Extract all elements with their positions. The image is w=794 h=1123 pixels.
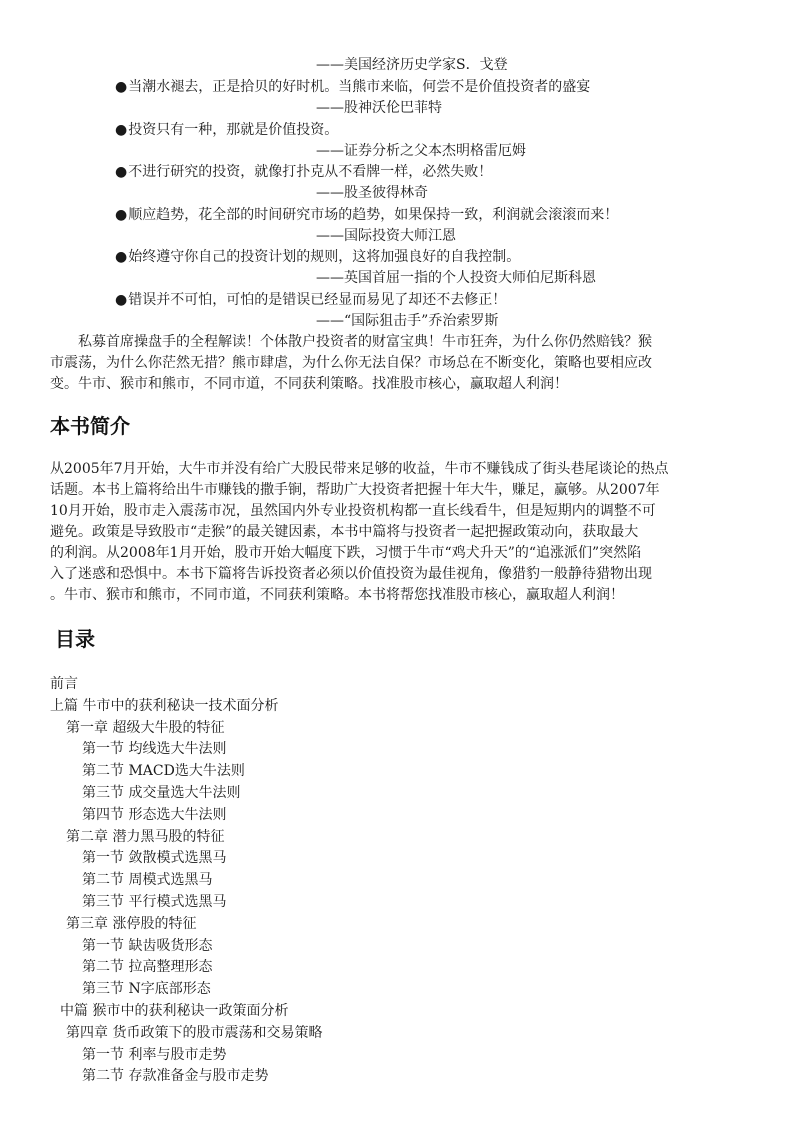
quote-author: ——英国首屈一指的个人投资大师伯尼斯科恩 (316, 270, 596, 286)
toc-item: 第一节 敛散模式选黑马 (82, 850, 227, 867)
quote-author: ——国际投资大师江恩 (316, 228, 456, 244)
summary-line: 从2005年7月开始，大牛市并没有给广大股民带来足够的收益，牛市不赚钱成了街头巷尾谈论的热点 (50, 461, 669, 477)
bullet-icon: ● (115, 207, 128, 223)
quote-author: ——“国际狙击手”乔治索罗斯 (316, 313, 499, 329)
bullet-icon: ● (115, 249, 128, 265)
bullet-icon: ● (115, 122, 128, 138)
quote-text: ●顺应趋势，花全部的时间研究市场的趋势，如果保持一致，利润就会滚滚而来！ (115, 207, 619, 223)
quote-text: ●当潮水褪去，正是拾贝的好时机。当熊市来临，何尝不是价值投资者的盛宴 (115, 79, 591, 95)
summary-paragraph (50, 459, 750, 606)
quote-author: ——美国经济历史学家S．戈登 (316, 57, 508, 73)
summary-line: 。牛市、猴市和熊市，不同市道，不同获利策略。本书将帮您找准股市核心，赢取超人利润！ (50, 587, 624, 603)
toc-item: 第二节 周模式选黑马 (82, 872, 213, 889)
summary-heading: 本书简介 (50, 414, 130, 438)
intro-paragraph (50, 332, 750, 395)
intro-line: 变。牛市、猴市和熊市，不同市道，不同获利策略。找准股市核心，赢取超人利润！ (50, 376, 568, 392)
toc-item: 第二章 潜力黑马股的特征 (66, 828, 225, 845)
quote-author: ——股神沃伦巴菲特 (316, 100, 442, 116)
toc-heading: 目录 (55, 627, 95, 651)
quote-author: ——证券分析之父本杰明格雷厄姆 (316, 143, 526, 159)
toc-item: 第一节 利率与股市走势 (82, 1046, 227, 1063)
summary-line: 入了迷惑和恐惧中。本书下篇将告诉投资者必须以价值投资为最佳视角，像猎豹一般静待猎物出现 (50, 566, 652, 582)
toc-item: 第二节 MACD选大牛法则 (82, 763, 245, 780)
summary-line: 避免。政策是导致股市“走猴”的最关键因素，本书中篇将与投资者一起把握政策动向，获取最大 (50, 524, 639, 540)
toc-item: 第四章 货币政策下的股市震荡和交易策略 (66, 1024, 323, 1041)
summary-line: 话题。本书上篇将给出牛市赚钱的撒手锏，帮助广大投资者把握十年大牛，赚足，赢够。从2007年 (50, 482, 660, 498)
toc-item: 第一章 超级大牛股的特征 (66, 719, 225, 736)
toc-item: 上篇 牛市中的获利秘诀一技术面分析 (50, 697, 279, 714)
intro-line: 市震荡，为什么你茫然无措？熊市肆虐，为什么你无法自保？市场总在不断变化，策略也要相应改 (50, 355, 652, 371)
intro-line: 私募首席操盘手的全程解读！个体散户投资者的财富宝典！牛市狂奔，为什么你仍然赔钱？猴 (50, 334, 652, 350)
bullet-icon: ● (115, 292, 128, 308)
toc-item: 前言 (50, 676, 78, 692)
quote-text: ●错误并不可怕，可怕的是错误已经显而易见了却还不去修正！ (115, 292, 507, 308)
quote-author: ——股圣彼得林奇 (316, 185, 428, 201)
toc-item: 第四节 形态选大牛法则 (82, 806, 227, 823)
toc-item: 中篇 猴市中的获利秘诀一政策面分析 (60, 1002, 289, 1019)
quote-text: ●不进行研究的投资，就像打扑克从不看牌一样，必然失败！ (115, 164, 493, 180)
toc-item: 第三节 N字底部形态 (82, 981, 211, 998)
toc-item: 第三章 涨停股的特征 (66, 915, 197, 932)
toc-item: 第三节 平行模式选黑马 (82, 893, 227, 910)
table-of-contents (50, 674, 322, 1088)
quote-text: ●投资只有一种，那就是价值投资。 (115, 122, 339, 138)
summary-line: 10月开始，股市走入震荡市况，虽然国内外专业投资机构都一直长线看牛，但是短期内的调整不可 (50, 503, 656, 519)
bullet-icon: ● (115, 164, 128, 180)
quote-text: ●始终遵守你自己的投资计划的规则，这将加强良好的自我控制。 (115, 249, 521, 265)
toc-item: 第三节 成交量选大牛法则 (82, 784, 241, 801)
toc-item: 第二节 存款准备金与股市走势 (82, 1068, 269, 1085)
toc-item: 第一节 缺齿吸货形态 (82, 937, 213, 954)
summary-line: 的利润。从2008年1月开始，股市开始大幅度下跌，习惯于牛市“鸡犬升天”的“追涨派们”突然陷 (50, 545, 642, 561)
bullet-icon: ● (115, 79, 128, 95)
toc-item: 第二节 拉高整理形态 (82, 959, 213, 976)
toc-item: 第一节 均线选大牛法则 (82, 741, 227, 758)
